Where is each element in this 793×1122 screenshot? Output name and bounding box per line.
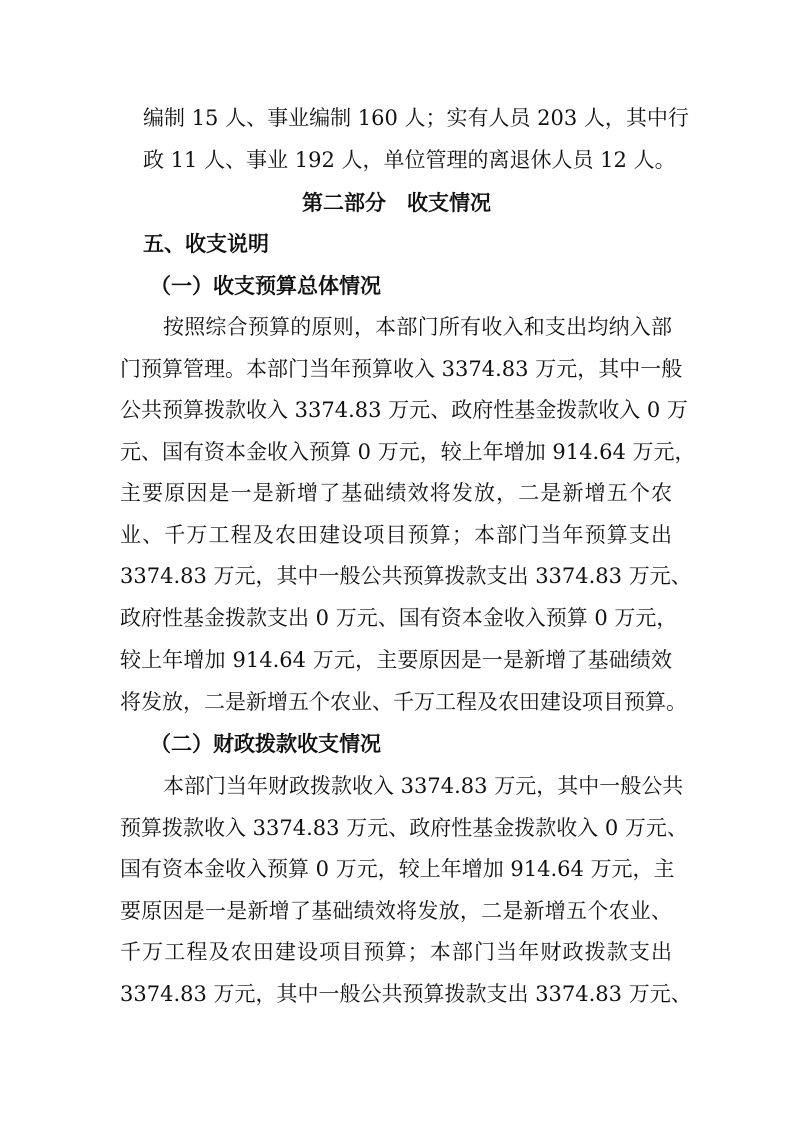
body-text-line: 要原因是一是新增了基础绩效将发放，二是新增五个农业、 [120,899,672,923]
body-text-line: 编制 15 人、事业编制 160 人；实有人员 203 人，其中行 [143,106,689,130]
body-text-line: 3374.83 万元，其中一般公共预算拨款支出 3374.83 万元、 [120,564,692,588]
part-title: 第二部分 收支情况 [302,191,491,215]
body-text-line: 公共预算拨款收入 3374.83 万元、政府性基金拨款收入 0 万 [120,398,688,422]
body-text-line: 政府性基金拨款支出 0 万元、国有资本金收入预算 0 万元， [120,606,678,630]
subsection-title: （一）收支预算总体情况 [150,274,381,298]
body-text-line: 较上年增加 914.64 万元，主要原因是一是新增了基础绩效 [120,648,672,672]
body-text-line: 3374.83 万元，其中一般公共预算拨款支出 3374.83 万元、 [120,982,692,1006]
body-text-line: 将发放，二是新增五个农业、千万工程及农田建设项目预算。 [120,690,687,714]
body-text-line: 国有资本金收入预算 0 万元，较上年增加 914.64 万元，主 [120,857,675,881]
body-text-line: 元、国有资本金收入预算 0 万元，较上年增加 914.64 万元， [120,440,696,464]
body-text-line: 门预算管理。本部门当年预算收入 3374.83 万元，其中一般 [120,357,683,381]
body-text-line: 业、千万工程及农田建设项目预算；本部门当年预算支出 [120,523,672,547]
body-text-line: 千万工程及农田建设项目预算；本部门当年财政拨款支出 [120,940,672,964]
body-text-line: 本部门当年财政拨款收入 3374.83 万元，其中一般公共 [163,774,684,798]
body-text-line: 预算拨款收入 3374.83 万元、政府性基金拨款收入 0 万元、 [120,816,688,840]
subsection-title: （二）财政拨款收支情况 [150,732,381,756]
section-title: 五、收支说明 [143,232,269,256]
body-text-line: 按照综合预算的原则，本部门所有收入和支出均纳入部 [163,315,672,339]
body-text-line: 政 11 人、事业 192 人，单位管理的离退休人员 12 人。 [143,148,676,172]
body-text-line: 主要原因是一是新增了基础绩效将发放，二是新增五个农 [120,481,672,505]
